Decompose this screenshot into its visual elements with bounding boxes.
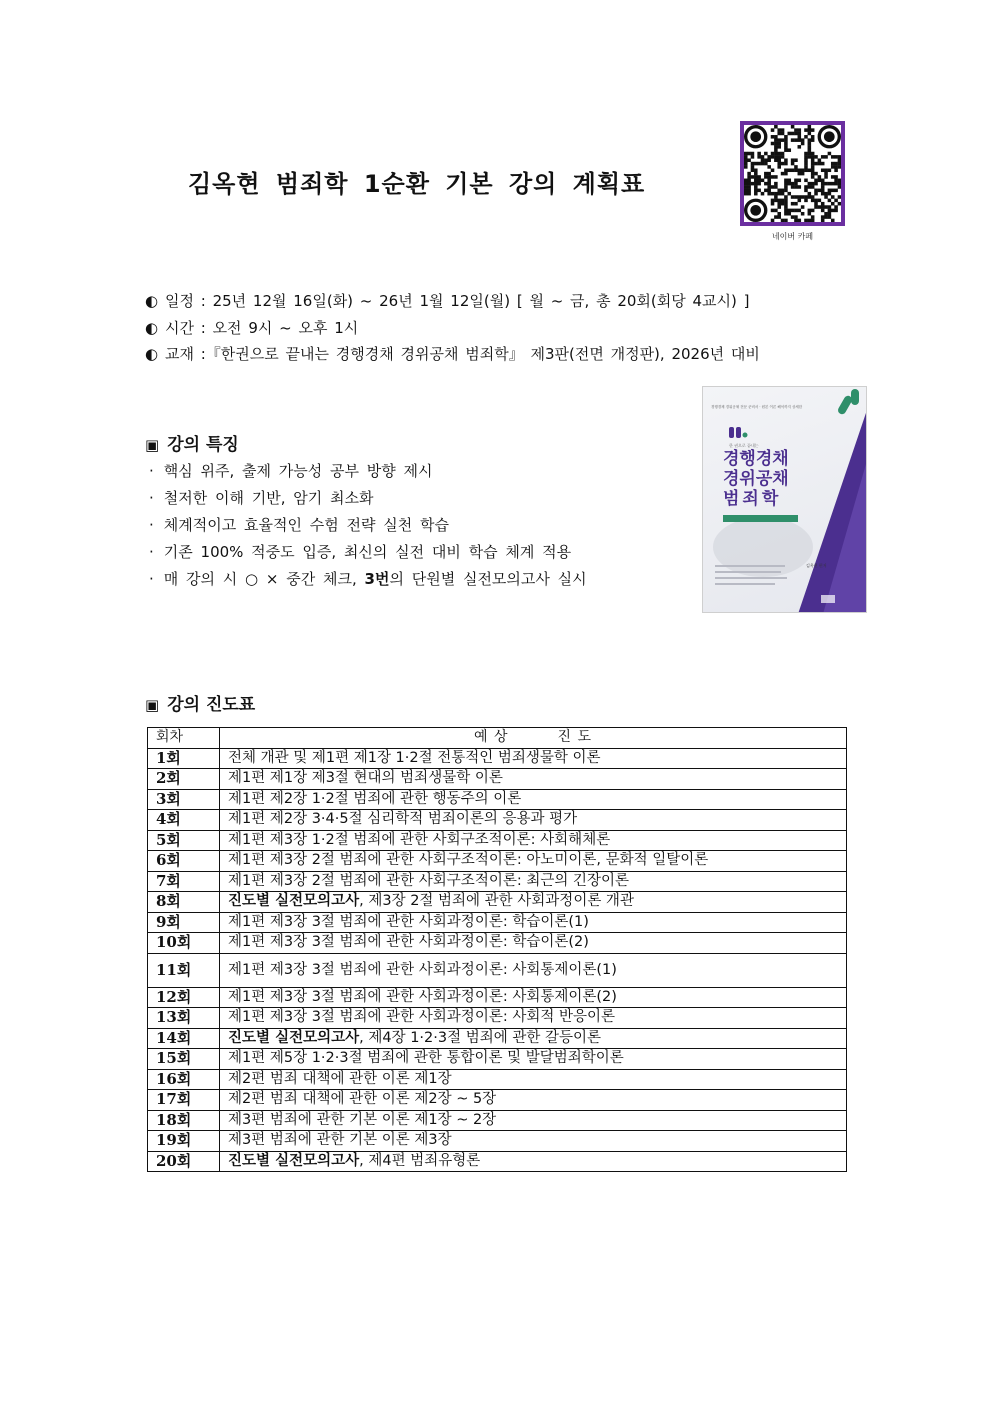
info-schedule-text: 일정 : 25년 12월 16일(화) ~ 26년 1월 12일(월) [ 월 ~ 금, 총 20회(회당 4교시) ] [165,292,750,310]
square-bullet-icon: ▣ [145,436,160,454]
features-heading-text: 강의 특징 [167,435,239,455]
table-row [148,933,847,954]
session-number: 15회 [148,1049,220,1070]
table-row [148,1049,847,1070]
progress-heading-text: 강의 진도표 [167,695,256,715]
session-number: 13회 [148,1008,220,1029]
session-text: 제1편 제3장 3절 범죄에 관한 사회과정이론: 학습이론(1) [228,913,589,930]
session-text: , 제3장 2절 범죄에 관한 사회과정이론 개관 [359,893,634,910]
session-content [220,1090,847,1111]
dot-bullet-icon: · [149,543,154,561]
session-number: 11회 [148,953,220,987]
session-number: 7회 [148,871,220,892]
session-number: 1회 [148,748,220,769]
table-row [148,1131,847,1152]
table-row [148,830,847,851]
session-text: 제3편 범죄에 관한 기본 이론 제3장 [228,1132,452,1149]
feature-bold-text: 3번 [364,570,390,588]
session-content [220,871,847,892]
info-textbook-text: 교재 :『한권으로 끝내는 경행경채 경위공채 범죄학』 제3판(전면 개정판), 2026년 대비 [165,345,760,363]
session-number: 8회 [148,892,220,913]
feature-text: 기존 100% 적중도 입증, 최신의 실전 대비 학습 체계 적용 [163,543,572,561]
table-row [148,1151,847,1172]
square-bullet-icon: ▣ [145,696,160,714]
dot-bullet-icon: · [149,516,154,534]
dot-bullet-icon: · [149,489,154,507]
session-content [220,748,847,769]
session-content [220,851,847,872]
session-text: 제1편 제3장 2절 범죄에 관한 사회구조적이론: 최근의 긴장이론 [228,872,629,889]
session-text: 제1편 제3장 2절 범죄에 관한 사회구조적이론: 아노미이론, 문화적 일탈이론 [228,852,709,869]
session-text: 제1편 제3장 3절 범죄에 관한 사회과정이론: 사회적 반응이론 [228,1009,615,1026]
info-time [145,315,760,342]
session-content [220,1151,847,1172]
book-subtitle: 한 권으로 끝내는 [729,443,759,448]
half-circle-icon: ◐ [145,345,159,363]
table-row [148,1090,847,1111]
session-number: 3회 [148,789,220,810]
session-text: 제1편 제5장 1·2·3절 범죄에 관한 통합이론 및 발달범죄학이론 [228,1050,624,1067]
table-row [148,987,847,1008]
session-content [220,769,847,790]
feature-text: 철저한 이해 기반, 암기 최소화 [163,489,374,507]
half-circle-icon: ◐ [145,318,159,337]
session-number: 5회 [148,830,220,851]
textbook-cover [702,386,867,613]
list-item [149,566,587,593]
book-green-band [723,515,798,522]
session-content [220,912,847,933]
info-time-text: 시간 : 오전 9시 ~ 오후 1시 [165,318,359,337]
mock-exam-label: 진도별 실전모의고사 [228,1152,360,1169]
session-number: 12회 [148,987,220,1008]
feature-text: 매 강의 시 ○ × 중간 체크, [163,570,365,588]
session-text: 제1편 제3장 3절 범죄에 관한 사회과정이론: 사회통제이론(2) [228,988,617,1005]
table-row [148,1028,847,1049]
session-number: 4회 [148,810,220,831]
session-content [220,1131,847,1152]
table-header-row [148,728,847,749]
session-number: 20회 [148,1151,220,1172]
session-text: , 제4편 범죄유형론 [359,1152,481,1169]
half-circle-icon: ◐ [145,292,159,310]
book-author: 김옥현 편저 [806,563,827,568]
table-row [148,912,847,933]
table-row [148,953,847,987]
info-textbook [145,341,760,368]
session-number: 10회 [148,933,220,954]
session-number: 6회 [148,851,220,872]
table-row [148,769,847,790]
mock-exam-label: 진도별 실전모의고사 [228,1029,360,1046]
qr-code-icon [744,125,841,222]
table-row [148,1110,847,1131]
page-title: 김옥현 범죄학 1순환 기본 강의 계획표 [188,170,646,198]
session-content [220,789,847,810]
session-text: , 제4장 1·2·3절 범죄에 관한 갈등이론 [359,1029,601,1046]
table-row [148,789,847,810]
session-content [220,830,847,851]
table-row [148,871,847,892]
session-number: 14회 [148,1028,220,1049]
session-text: 제1편 제3장 3절 범죄에 관한 사회과정이론: 사회통제이론(1) [228,961,617,978]
header-num: 회차 [148,728,220,749]
mock-exam-label: 진도별 실전모의고사 [228,893,360,910]
table-row [148,851,847,872]
header-content: 예 상 진 도 [220,728,847,749]
session-number: 9회 [148,912,220,933]
session-text: 전체 개관 및 제1편 제1장 1·2절 전통적인 범죄생물학 이론 [228,749,601,766]
feature-text: 체계적이고 효율적인 수험 전략 실천 학습 [163,516,449,534]
list-item [149,485,587,512]
session-number: 17회 [148,1090,220,1111]
session-text: 제1편 제3장 1·2절 범죄에 관한 사회구조적이론: 사회해체론 [228,831,611,848]
session-number: 16회 [148,1069,220,1090]
table-row [148,810,847,831]
session-content [220,1049,847,1070]
book-top-text: 경행경채 경위공채 전문 준비서 · 원본 이론 해석까지 상세한 [711,405,803,409]
qr-code[interactable] [740,121,845,226]
session-content [220,1008,847,1029]
session-content [220,953,847,987]
session-text: 제1편 제2장 3·4·5절 심리학적 범죄이론의 응용과 평가 [228,811,578,828]
features-heading [145,430,239,455]
session-content [220,1110,847,1131]
progress-heading [145,690,255,715]
session-text: 제1편 제2장 1·2절 범죄에 관한 행동주의 이론 [228,790,522,807]
session-text: 제1편 제1장 제3절 현대의 범죄생물학 이론 [228,770,503,787]
session-content [220,1069,847,1090]
table-row [148,1008,847,1029]
session-content [220,810,847,831]
session-content [220,933,847,954]
session-content [220,987,847,1008]
session-number: 2회 [148,769,220,790]
info-schedule [145,288,760,315]
qr-caption: 네이버 카페 [771,232,814,241]
dot-bullet-icon: · [149,462,154,480]
session-number: 18회 [148,1110,220,1131]
session-number: 19회 [148,1131,220,1152]
book-title-line2: 경위공채 [723,469,789,489]
course-info [145,288,760,368]
progress-table [147,727,847,1172]
list-item [149,512,587,539]
features-list [149,458,587,593]
book-title-line1: 경행경채 [723,449,789,469]
session-text: 제2편 범죄 대책에 관한 이론 제2장 ~ 5장 [228,1091,497,1108]
list-item [149,539,587,566]
session-text: 제3편 범죄에 관한 기본 이론 제1장 ~ 2장 [228,1111,497,1128]
book-title-line3: 범죄학 [723,489,782,509]
dot-bullet-icon: · [149,570,154,588]
feature-text: 핵심 위주, 출제 가능성 공부 방향 제시 [163,462,433,480]
session-content [220,1028,847,1049]
table-row [148,892,847,913]
session-content [220,892,847,913]
table-row [148,748,847,769]
session-text: 제2편 범죄 대책에 관한 이론 제1장 [228,1070,452,1087]
session-text: 제1편 제3장 3절 범죄에 관한 사회과정이론: 학습이론(2) [228,934,589,951]
list-item [149,458,587,485]
table-row [148,1069,847,1090]
feature-text: 의 단원별 실전모의고사 실시 [389,570,587,588]
